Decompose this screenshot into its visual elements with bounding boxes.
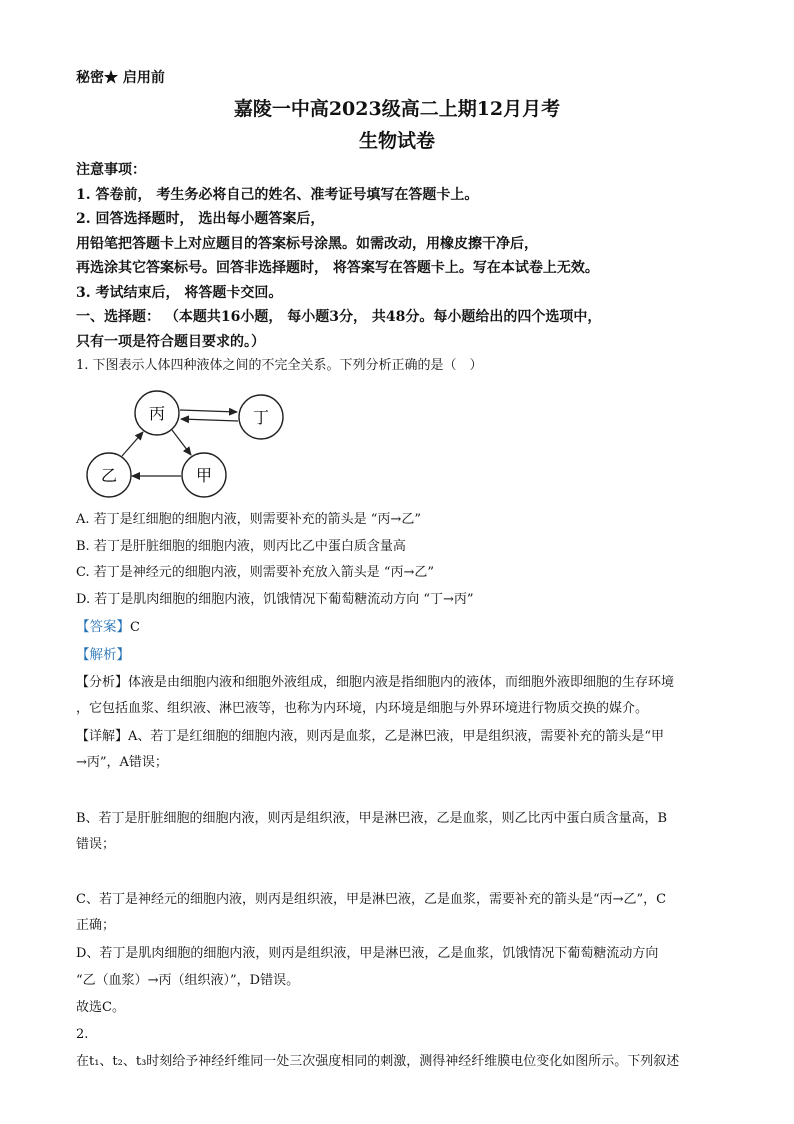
exam-title: 嘉陵一中高2023级高二上期12月月考 <box>233 98 561 120</box>
notice-line: 用铅笔把答题卡上对应题目的答案标号涂黑。如需改动，用橡皮擦干净后， <box>76 236 538 252</box>
arrow-ding-to-bing <box>181 419 238 421</box>
exam-subtitle: 生物试卷 <box>358 130 435 152</box>
fluid-relationship-diagram <box>80 386 300 502</box>
arrow-bing-to-ding <box>180 410 237 412</box>
section-heading: 一、选择题： （本题共16小题， 每小题3分， 共48分。每小题给出的四个选项中， <box>76 309 602 325</box>
option-c: C. 若丁是神经元的细胞内液，则需要补充放入箭头是 “丙→乙” <box>76 565 435 580</box>
node-jia-label: 甲 <box>195 466 213 485</box>
option-d: D. 若丁是肌肉细胞的细胞内液，饥饿情况下葡萄糖流动方向 “丁→丙” <box>76 592 474 607</box>
node-ding-label: 丁 <box>252 408 270 427</box>
arrow-bing-to-jia <box>172 430 191 455</box>
analysis-label: 【解析】 <box>76 647 130 663</box>
analysis-line: 【详解】A、若丁是红细胞的细胞内液，则丙是血浆，乙是淋巴液，甲是组织液，需要补充的箭头是“甲 <box>76 729 665 744</box>
notice-line: 3. 考试结束后， 将答题卡交回。 <box>76 285 283 301</box>
question-2-number: 2. <box>76 1027 89 1042</box>
option-b: B. 若丁是肝脏细胞的细胞内液，则丙比乙中蛋白质含量高 <box>76 539 406 554</box>
node-yi-label: 乙 <box>100 466 118 485</box>
question-1-stem: 1. 下图表示人体四种液体之间的不完全关系。下列分析正确的是（ ） <box>76 358 483 373</box>
analysis-line: 【分析】体液是由细胞内液和细胞外液组成，细胞内液是指细胞内的液体，而细胞外液即细胞的生存环境 <box>76 675 675 690</box>
answer-value: C <box>130 620 140 635</box>
notice-line: 再选涂其它答案标号。回答非选择题时， 将答案写在答题卡上。写在本试卷上无效。 <box>76 260 599 276</box>
analysis-line: ，它包括血浆、组织液、淋巴液等，也称为内环境，内环境是细胞与外界环境进行物质交换的媒介。 <box>76 701 649 716</box>
analysis-line: “乙（血浆）→丙（组织液）”，D错误。 <box>76 973 300 988</box>
section-heading-cont: 只有一项是符合题目要求的。） <box>76 334 265 350</box>
arrow-yi-to-bing <box>122 432 143 456</box>
analysis-line: 正确； <box>76 918 116 933</box>
analysis-line: D、若丁是肌肉细胞的细胞内液，则丙是组织液，甲是淋巴液，乙是血浆，饥饿情况下葡萄糖流动方向 <box>76 946 659 961</box>
answer-label: 【答案】 <box>76 619 130 635</box>
question-2-stem: 在t₁、t₂、t₃时刻给予神经纤维同一处三次强度相同的刺激，测得神经纤维膜电位变化如图所示。下列叙述 <box>76 1054 680 1069</box>
confidential-label: 秘密★ 启用前 <box>76 70 165 86</box>
analysis-line: C、若丁是神经元的细胞内液，则丙是组织液，甲是淋巴液，乙是血浆，需要补充的箭头是“丙→乙”，C <box>76 892 667 907</box>
node-bing-label: 丙 <box>148 404 166 423</box>
option-a: A. 若丁是红细胞的细胞内液，则需要补充的箭头是 “丙→乙” <box>76 512 421 527</box>
analysis-line: 故选C。 <box>76 1000 125 1015</box>
notice-line: 1. 答卷前， 考生务必将自己的姓名、准考证号填写在答题卡上。 <box>76 187 479 203</box>
notice-heading: 注意事项： <box>76 162 146 178</box>
answer-row <box>76 617 140 638</box>
analysis-line: B、若丁是肝脏细胞的细胞内液，则丙是组织液，甲是淋巴液，乙是血浆，则乙比丙中蛋白质含量高，B <box>76 811 668 826</box>
analysis-line: 错误； <box>76 837 116 852</box>
analysis-line: →丙”，A错误； <box>76 755 168 770</box>
notice-line: 2. 回答选择题时， 选出每小题答案后， <box>76 211 325 227</box>
